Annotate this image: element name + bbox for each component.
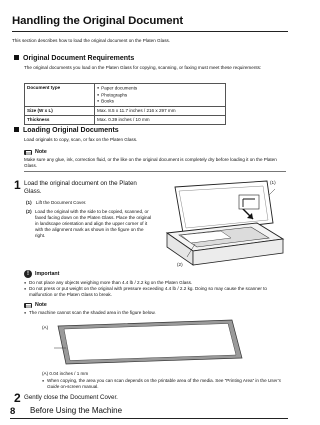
doc-type-values <box>95 84 226 107</box>
doc-type-label: Document type <box>25 84 95 107</box>
size-label: Size (W x L) <box>25 106 95 115</box>
note-list <box>24 310 286 316</box>
page-title: Handling the Original Document <box>12 15 184 27</box>
note-list-2 <box>42 378 286 390</box>
note-text: Make sure any glue, ink, correction fluid, or the like on the original document is completely dry before loading it on the Platen Glass. <box>24 157 277 168</box>
table-row <box>25 115 226 124</box>
requirements-body: The original documents you load on the Platen Glass for copying, scanning, or faxing must meet these requirements: <box>24 65 262 70</box>
table-row <box>25 84 226 107</box>
note-box-2 <box>24 302 286 316</box>
note-icon <box>24 150 32 155</box>
requirements-heading-text: Original Document Requirements <box>23 55 135 62</box>
substep-text: Load the original with the side to be copied, scanned, or faxed facing down on the Platen Glass. Place the original in landscape orientation and align the upper corner of it with the alignment mark as shown in the figure on the right. <box>35 209 152 238</box>
note-text-part: on-screen manual. <box>59 384 99 389</box>
loading-body: Load originals to copy, scan, or fax on the Platen Glass. <box>24 137 138 142</box>
list-item: ● Paper documents <box>97 85 223 92</box>
scanner-illustration <box>157 177 291 269</box>
manual-name: User’s Guide <box>47 378 282 389</box>
requirements-heading <box>14 55 134 62</box>
substep-text: Lift the Document Cover. <box>35 200 87 205</box>
list-item: ● The machine cannot scan the shaded area in the figure below. <box>24 310 286 316</box>
important-label: Important <box>35 271 60 277</box>
list-item: ● Do not press or put weight on the original with pressure exceeding 4.4 lb / 2.2 kg. Doing so may cause the scanner to malfunction or the Platen Glass to break. <box>24 286 286 298</box>
loading-heading-text: Loading Original Documents <box>23 127 119 134</box>
note-heading <box>24 302 286 308</box>
step-number: 1 <box>14 178 21 192</box>
step-number: 2 <box>14 391 21 405</box>
note-rule <box>24 171 286 172</box>
note-box <box>24 149 286 172</box>
step-text: Load the original document on the Platen Glass. <box>24 180 137 195</box>
table-row <box>25 106 226 115</box>
important-heading <box>24 270 286 278</box>
size-value: Max. 8.5 x 11.7 inches / 216 x 297 mm <box>95 106 226 115</box>
callout-2: (2) <box>177 262 183 267</box>
list-item <box>42 378 286 390</box>
step-text: Gently close the Document Cover. <box>24 394 118 401</box>
substep-number: (1) <box>26 200 32 205</box>
footer-rule <box>10 418 288 419</box>
substep-number: (2) <box>26 209 32 214</box>
substep-2 <box>26 209 154 239</box>
thickness-label: Thickness <box>25 115 95 124</box>
callout-1: (1) <box>270 180 276 185</box>
requirements-table <box>24 83 226 125</box>
intro-text: This section describes how to load the original document on the Platen Glass. <box>12 38 171 43</box>
list-item: ● Photographs <box>97 92 223 99</box>
page-number: 8 <box>10 406 16 417</box>
footer-section: Before Using the Machine <box>30 406 123 415</box>
title-rule <box>12 31 288 32</box>
important-list <box>24 280 286 298</box>
note-label: Note <box>35 149 47 155</box>
platen-diagram <box>52 318 248 368</box>
thickness-value: Max. 0.39 inches / 10 mm <box>95 115 226 124</box>
list-item: ● Books <box>97 98 223 105</box>
note-icon <box>24 303 32 308</box>
square-bullet-icon <box>14 55 19 60</box>
note-text-part: When copying, the area you can scan depends on the printable area of the media. See “Printing Area” in the <box>47 378 268 383</box>
note-heading <box>24 149 286 155</box>
important-icon: ! <box>24 270 32 278</box>
note-label: Note <box>35 302 47 308</box>
list-item: ● Do not place any objects weighing more than 4.4 lb / 2.2 kg on the Platen Glass. <box>24 280 286 286</box>
diagram-caption: (A) 0.04 inches / 1 mm <box>42 371 89 376</box>
substep-1 <box>26 200 156 206</box>
square-bullet-icon <box>14 127 19 132</box>
callout-a: (A) <box>42 325 49 330</box>
important-box <box>24 270 286 298</box>
loading-heading <box>14 127 119 134</box>
